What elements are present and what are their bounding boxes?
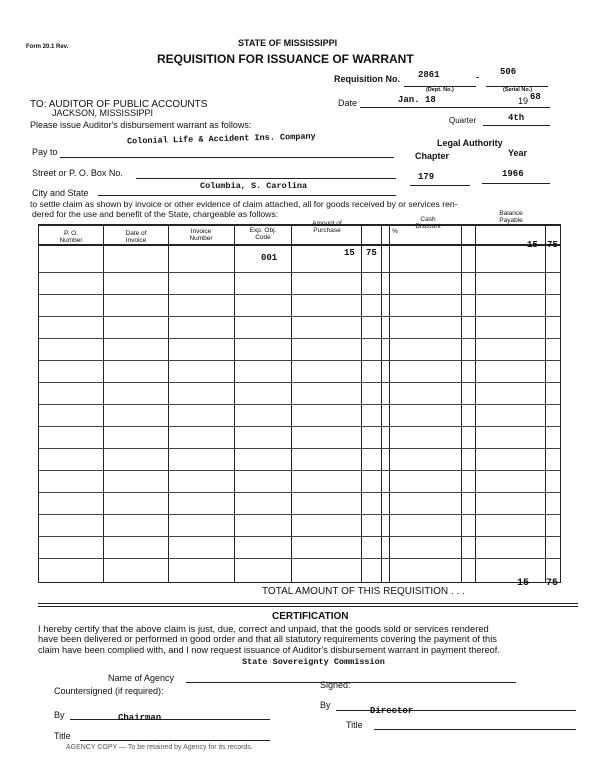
dept-caption: (Dept. No.) — [426, 87, 454, 93]
title-label-left: Title — [54, 731, 71, 741]
by-label-right: By — [320, 700, 331, 710]
form-number: Form 20.1 Rev. — [26, 44, 69, 50]
payee-value[interactable]: Colonial Life & Accident Ins. Company — [126, 131, 316, 147]
header-date-of-invoice: Date of Invoice — [125, 230, 147, 244]
header-po-number: P. O. Number — [59, 230, 83, 244]
director-value[interactable]: Director — [370, 706, 414, 716]
chapter-value[interactable]: 179 — [418, 172, 435, 182]
row1-amount-cents[interactable]: 75 — [366, 248, 377, 258]
header-percent: % — [392, 228, 398, 235]
quarter-value[interactable]: 4th — [508, 113, 525, 123]
by-label-left: By — [54, 710, 65, 720]
settle-text-2: dered for the use and benefit of the State, chargeable as follows: — [32, 209, 279, 219]
agency-label: Name of Agency — [108, 673, 175, 683]
to-line-1: TO: AUDITOR OF PUBLIC ACCOUNTS — [30, 99, 208, 110]
header-cash-discount: Cash Discount — [415, 216, 441, 230]
dept-number[interactable]: 2861 — [418, 70, 440, 80]
total-label: TOTAL AMOUNT OF THIS REQUISITION . . . — [262, 586, 465, 597]
row1-exp-code[interactable]: 001 — [261, 253, 278, 263]
signed-label: Signed: — [320, 680, 351, 690]
date-year-prefix: 19 — [518, 96, 529, 106]
certification-text-2: have been delivered or performed in good order and that all statutory requirements covering the payment of this — [38, 634, 497, 644]
quarter-label: Quarter — [449, 116, 477, 125]
footer-note: AGENCY COPY — To be retained by Agency for its records. — [66, 744, 253, 751]
certification-text-3: claim have been complied with, and I now request issuance of Auditor's disbursement warrant in payment thereof. — [38, 645, 500, 655]
row1-amount[interactable]: 15 — [344, 248, 355, 258]
date-value[interactable]: Jan. 18 — [398, 95, 436, 105]
city-value[interactable]: Columbia, S. Carolina — [200, 181, 308, 191]
row1-balance[interactable]: 15 — [527, 240, 538, 250]
total-cents[interactable]: 75 — [546, 578, 559, 589]
certification-title: CERTIFICATION — [272, 611, 349, 622]
date-label: Date — [338, 98, 358, 108]
to-line-2: JACKSON, MISSISSIPPI — [52, 108, 154, 118]
certification-text-1: I hereby certify that the above claim is just, due, correct and unpaid, that the goods sold or services rendered — [38, 623, 489, 634]
header-balance-payable: Balance Payable — [499, 210, 523, 224]
row1-balance-cents[interactable]: 75 — [547, 240, 558, 250]
serial-caption: (Serial No.) — [503, 87, 533, 93]
state-heading: STATE OF MISSISSIPPI — [238, 38, 338, 48]
header-invoice-number: Invoice Number — [189, 228, 213, 242]
total-dollars[interactable]: 15 — [517, 578, 530, 589]
header-amount-of-purchase: Amount of Purchase — [312, 220, 342, 234]
pay-to-label: Pay to — [32, 147, 58, 157]
year-label: Year — [508, 148, 528, 158]
instruction-text: Please issue Auditor's disbursement warrant as follows: — [30, 120, 252, 130]
chairman-value[interactable]: Chairman — [118, 713, 162, 723]
serial-number[interactable]: 506 — [500, 67, 517, 77]
countersigned-label: Countersigned (if required): — [54, 686, 164, 696]
title-label-right: Title — [346, 720, 363, 730]
year-value[interactable]: 1966 — [502, 169, 524, 179]
street-label: Street or P. O. Box No. — [32, 168, 123, 178]
chapter-label: Chapter — [415, 151, 450, 161]
header-exp-obj-code: Exp. Obj. Code — [249, 227, 277, 241]
requisition-label: Requisition No. — [334, 74, 400, 84]
agency-value[interactable]: State Sovereignty Commission — [242, 657, 385, 667]
date-year[interactable]: 68 — [530, 92, 541, 102]
city-label: City and State — [32, 188, 89, 198]
form-title: REQUISITION FOR ISSUANCE OF WARRANT — [157, 52, 414, 66]
settle-text-1: to settle claim as shown by invoice or other evidence of claim attached, all for goods received by or services ren- — [30, 199, 458, 209]
requisition-dash: - — [476, 72, 479, 82]
legal-authority-label: Legal Authority — [437, 138, 503, 148]
